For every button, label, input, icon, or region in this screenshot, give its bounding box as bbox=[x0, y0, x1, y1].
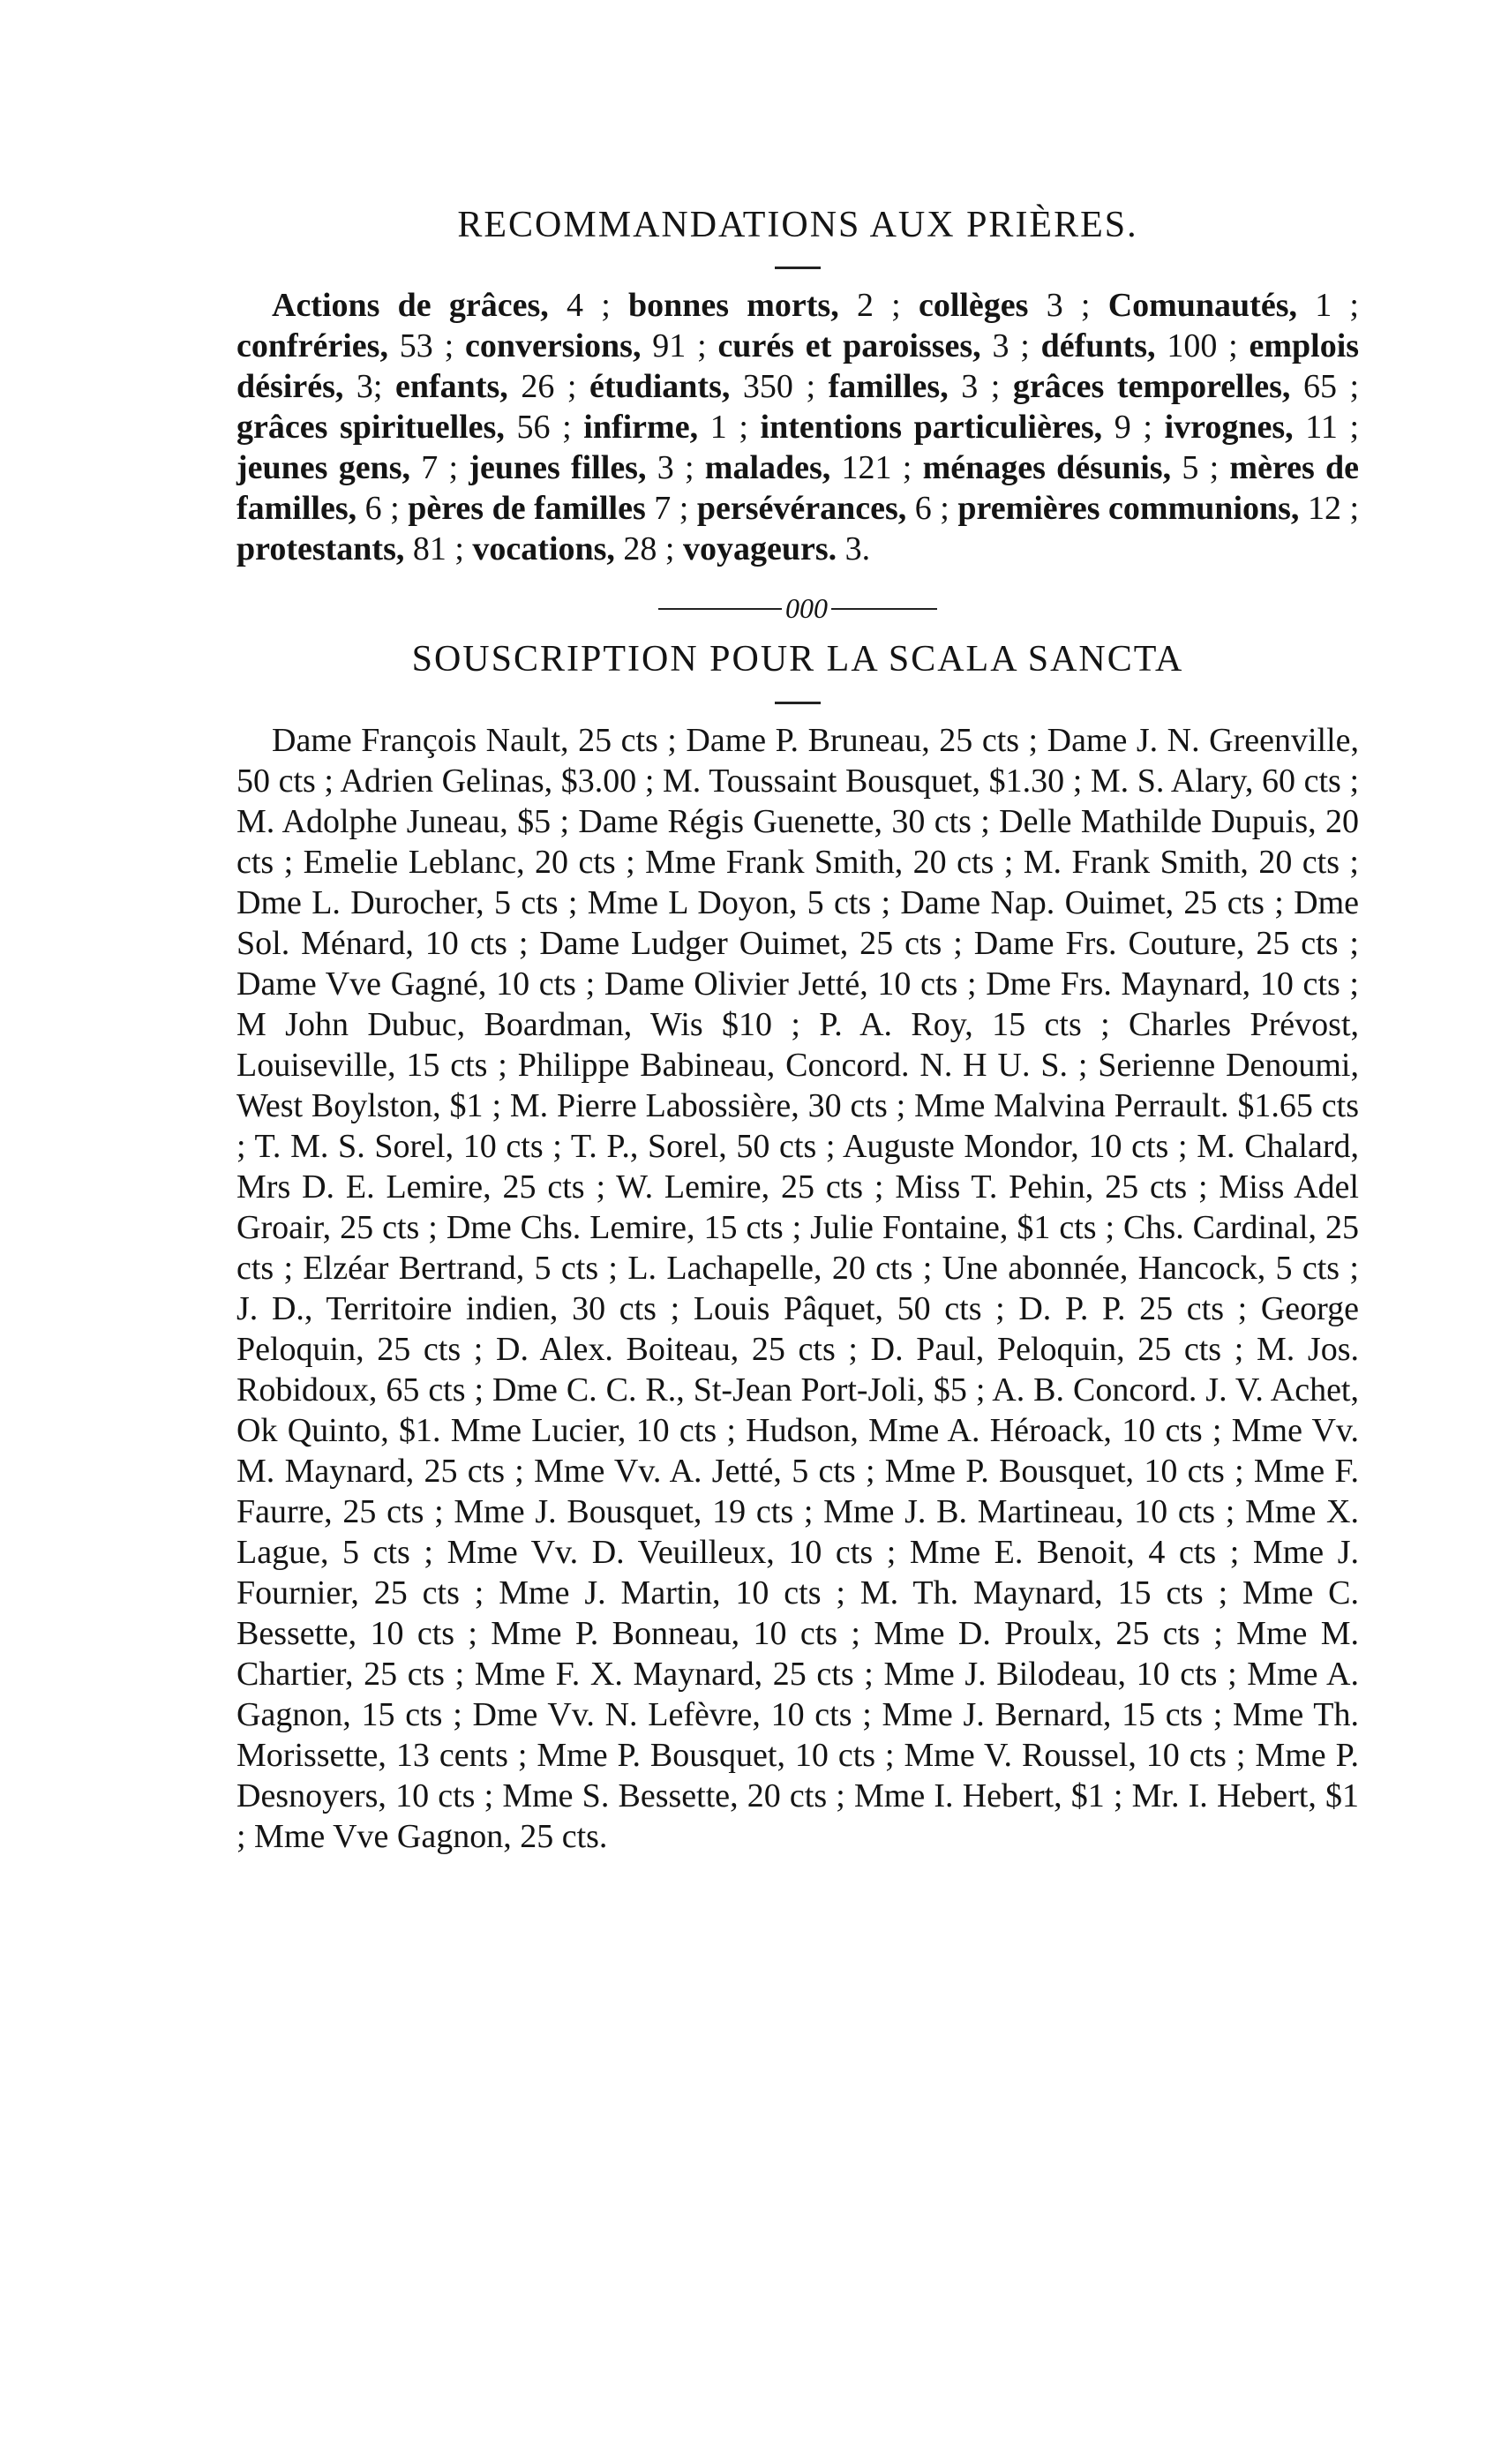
recommendation-count: 350 ; bbox=[742, 368, 816, 406]
recommendations-paragraph bbox=[236, 285, 1359, 569]
recommendation-count: 1 ; bbox=[709, 409, 748, 447]
recommendation-label: pères de familles bbox=[408, 490, 646, 528]
separator-line-left bbox=[658, 608, 782, 610]
recommendation-label: confréries, bbox=[236, 327, 388, 365]
recommendation-count: 53 ; bbox=[399, 327, 454, 365]
page bbox=[236, 203, 1359, 1857]
recommendation-label: défunts, bbox=[1040, 327, 1156, 365]
recommendation-label: intentions particulières, bbox=[760, 409, 1103, 447]
recommendation-item bbox=[272, 287, 611, 324]
recommendation-item bbox=[1165, 409, 1359, 446]
recommendation-count: 1 ; bbox=[1315, 287, 1359, 325]
recommendation-label: collèges bbox=[918, 287, 1029, 325]
recommendation-item bbox=[683, 530, 870, 567]
section-separator bbox=[236, 592, 1359, 625]
recommendation-label: persévérances, bbox=[696, 490, 907, 528]
recommendation-item bbox=[408, 490, 688, 527]
recommendation-count: 26 ; bbox=[521, 368, 577, 406]
recommendation-item bbox=[705, 449, 912, 486]
recommendation-item bbox=[717, 327, 1029, 364]
recommendation-count: 121 ; bbox=[841, 449, 912, 487]
recommendation-item bbox=[919, 287, 1091, 324]
recommendation-label: étudiants, bbox=[589, 368, 731, 406]
recommendation-label: vocations, bbox=[472, 530, 615, 568]
recommendation-count: 6 ; bbox=[914, 490, 949, 528]
recommendation-label: voyageurs. bbox=[682, 530, 837, 568]
subscription-paragraph: Dame François Nault, 25 cts ; Dame P. Bruneau, 25 cts ; Dame J. N. Greenville, 50 cts ; Adrien Gelinas, $3.00 ; M. Toussaint Bousquet, $1.30 ; M. S. Alary, 60 cts ; M. Adolphe Juneau, $5 ; Dame Régis Guenette, 30 cts ; Delle Mathilde Dupuis, 20 cts ; Emelie Leblanc, 20 cts ; Mme Frank Smith, 20 cts ; M. Frank Smith, 20 cts ; Dme L. Durocher, 5 cts ; Mme L Doyon, 5 cts ; Dame Nap. Ouimet, 25 cts ; Dme Sol. Ménard, 10 cts ; Dame Ludger Ouimet, 25 cts ; Dame Frs. Couture, 25 cts ; Dame Vve Gagné, 10 cts ; Dame Olivier Jetté, 10 cts ; Dme Frs. Maynard, 10 cts ; M John Dubuc, Boardman, Wis $10 ; P. A. Roy, 15 cts ; Charles Prévost, Louiseville, 15 cts ; Philippe Babineau, Concord. N. H U. S. ; Serienne Denoumi, West Boylston, $1 ; M. Pierre Labossière, 30 cts ; Mme Malvina Perrault. $1.65 cts ; T. M. S. Sorel, 10 cts ; T. P., Sorel, 50 cts ; Auguste Mondor, 10 cts ; M. Chalard, Mrs D. E. Lemire, 25 cts ; W. Lemire, 25 cts ; Miss T. Pehin, 25 cts ; Miss Adel Groair, 25 cts ; Dme Chs. Lemire, 15 cts ; Julie Fontaine, $1 cts ; Chs. Cardinal, 25 cts ; Elzéar Bertrand, 5 cts ; L. Lachapelle, 20 cts ; Une abonnée, Hancock, 5 cts ; J. D., Territoire indien, 30 cts ; Louis Pâquet, 50 cts ; D. P. P. 25 cts ; George Peloquin, 25 cts ; D. Alex. Boiteau, 25 cts ; D. Paul, Peloquin, 25 cts ; M. Jos. Robidoux, 65 cts ; Dme C. C. R., St-Jean Port-Joli, $5 ; A. B. Concord. J. V. Achet, Ok Quinto, $1. Mme Lucier, 10 cts ; Hudson, Mme A. Héroack, 10 cts ; Mme Vv. M. Maynard, 25 cts ; Mme Vv. A. Jetté, 5 cts ; Mme P. Bousquet, 10 cts ; Mme F. Faurre, 25 cts ; Mme J. Bousquet, 19 cts ; Mme J. B. Martineau, 10 cts ; Mme X. Lague, 5 cts ; Mme Vv. D. Veuilleux, 10 cts ; Mme E. Benoit, 4 cts ; Mme J. Fournier, 25 cts ; Mme J. Martin, 10 cts ; M. Th. Maynard, 15 cts ; Mme C. Bessette, 10 cts ; Mme P. Bonneau, 10 cts ; Mme D. Proulx, 25 cts ; Mme M. Chartier, 25 cts ; Mme F. X. Maynard, 25 cts ; Mme J. Bilodeau, 10 cts ; Mme A. Gagnon, 15 cts ; Dme Vv. N. Lefèvre, 10 cts ; Mme J. Bernard, 15 cts ; Mme Th. Morissette, 13 cents ; Mme P. Bousquet, 10 cts ; Mme V. Roussel, 10 cts ; Mme P. Desnoyers, 10 cts ; Mme S. Bessette, 20 cts ; Mme I. Hebert, $1 ; Mr. I. Hebert, $1 ; Mme Vve Gagnon, 25 cts. bbox=[236, 721, 1359, 1855]
recommendation-item bbox=[469, 449, 694, 486]
recommendation-label: jeunes filles, bbox=[469, 449, 647, 487]
recommendation-label: jeunes gens, bbox=[236, 449, 410, 487]
recommendation-label: malades, bbox=[704, 449, 831, 487]
recommendation-count: 65 ; bbox=[1302, 368, 1360, 406]
recommendation-label: premières communions, bbox=[957, 490, 1300, 528]
recommendation-label: curés et paroisses, bbox=[717, 327, 981, 365]
recommendation-label: protestants, bbox=[236, 530, 405, 568]
recommendation-label: enfants, bbox=[395, 368, 508, 406]
recommendation-count: 5 ; bbox=[1182, 449, 1220, 487]
recommendation-item bbox=[472, 530, 674, 567]
recommendation-count: 100 ; bbox=[1167, 327, 1238, 365]
recommendation-label: Comunautés, bbox=[1107, 287, 1297, 325]
recommendation-count: 3. bbox=[844, 530, 871, 568]
recommendation-count: 2 ; bbox=[856, 287, 901, 325]
recommendation-count: 4 ; bbox=[566, 287, 611, 325]
recommendation-item bbox=[628, 287, 901, 324]
recommendation-item bbox=[236, 530, 464, 567]
separator-line-right bbox=[831, 608, 937, 610]
recommendation-item bbox=[1013, 368, 1359, 405]
recommendation-item bbox=[1108, 287, 1359, 324]
section-title-recommandations: RECOMMANDATIONS AUX PRIÈRES. bbox=[457, 205, 1138, 245]
recommendation-count: 3 ; bbox=[1046, 287, 1091, 325]
recommendation-count: 7 ; bbox=[654, 490, 689, 528]
title-rule-2 bbox=[775, 702, 821, 704]
recommendation-count: 3 ; bbox=[992, 327, 1030, 365]
recommendation-label: infirme, bbox=[583, 409, 699, 447]
recommendation-count: 56 ; bbox=[516, 409, 572, 447]
recommendation-count: 11 ; bbox=[1305, 409, 1360, 447]
recommendation-count: 12 ; bbox=[1307, 490, 1360, 528]
recommendation-item bbox=[589, 368, 815, 405]
recommendation-item bbox=[829, 368, 1001, 405]
section-title-souscription: SOUSCRIPTION POUR LA SCALA SANCTA bbox=[411, 639, 1184, 680]
recommendation-count: 7 ; bbox=[421, 449, 459, 487]
recommendation-item bbox=[395, 368, 576, 405]
recommendation-item bbox=[697, 490, 949, 527]
recommendation-count: 3 ; bbox=[961, 368, 1001, 406]
recommendation-item bbox=[1041, 327, 1238, 364]
recommendation-item bbox=[923, 449, 1220, 486]
recommendation-item bbox=[236, 327, 454, 364]
separator-text: 000 bbox=[785, 592, 828, 625]
recommendation-item bbox=[465, 327, 707, 364]
recommendation-item bbox=[761, 409, 1152, 446]
recommendation-label: Actions de grâces, bbox=[272, 287, 549, 325]
recommendation-item bbox=[583, 409, 748, 446]
recommendation-label: bonnes morts, bbox=[627, 287, 839, 325]
recommendation-count: 81 ; bbox=[412, 530, 464, 568]
recommendation-label: familles, bbox=[828, 368, 949, 406]
recommendation-item bbox=[236, 409, 572, 446]
recommendation-label: grâces spirituelles, bbox=[236, 409, 505, 447]
recommendation-count: 3 ; bbox=[657, 449, 694, 487]
recommendation-count: 91 ; bbox=[652, 327, 707, 365]
recommendation-count: 6 ; bbox=[364, 490, 400, 528]
recommendation-item bbox=[236, 449, 458, 486]
recommendation-label: conversions, bbox=[464, 327, 642, 365]
recommendation-count: 9 ; bbox=[1114, 409, 1152, 447]
title-rule bbox=[775, 267, 821, 269]
recommendation-count: 3; bbox=[356, 368, 383, 406]
recommendation-count: 28 ; bbox=[623, 530, 675, 568]
recommendation-label: ménages désunis, bbox=[922, 449, 1172, 487]
recommendation-item bbox=[957, 490, 1359, 527]
recommendation-label: grâces temporelles, bbox=[1012, 368, 1291, 406]
recommendation-label: mères de familles, bbox=[236, 449, 1359, 528]
recommendation-label: ivrognes, bbox=[1164, 409, 1294, 447]
recommendation-label: emplois désirés, bbox=[236, 327, 1360, 406]
